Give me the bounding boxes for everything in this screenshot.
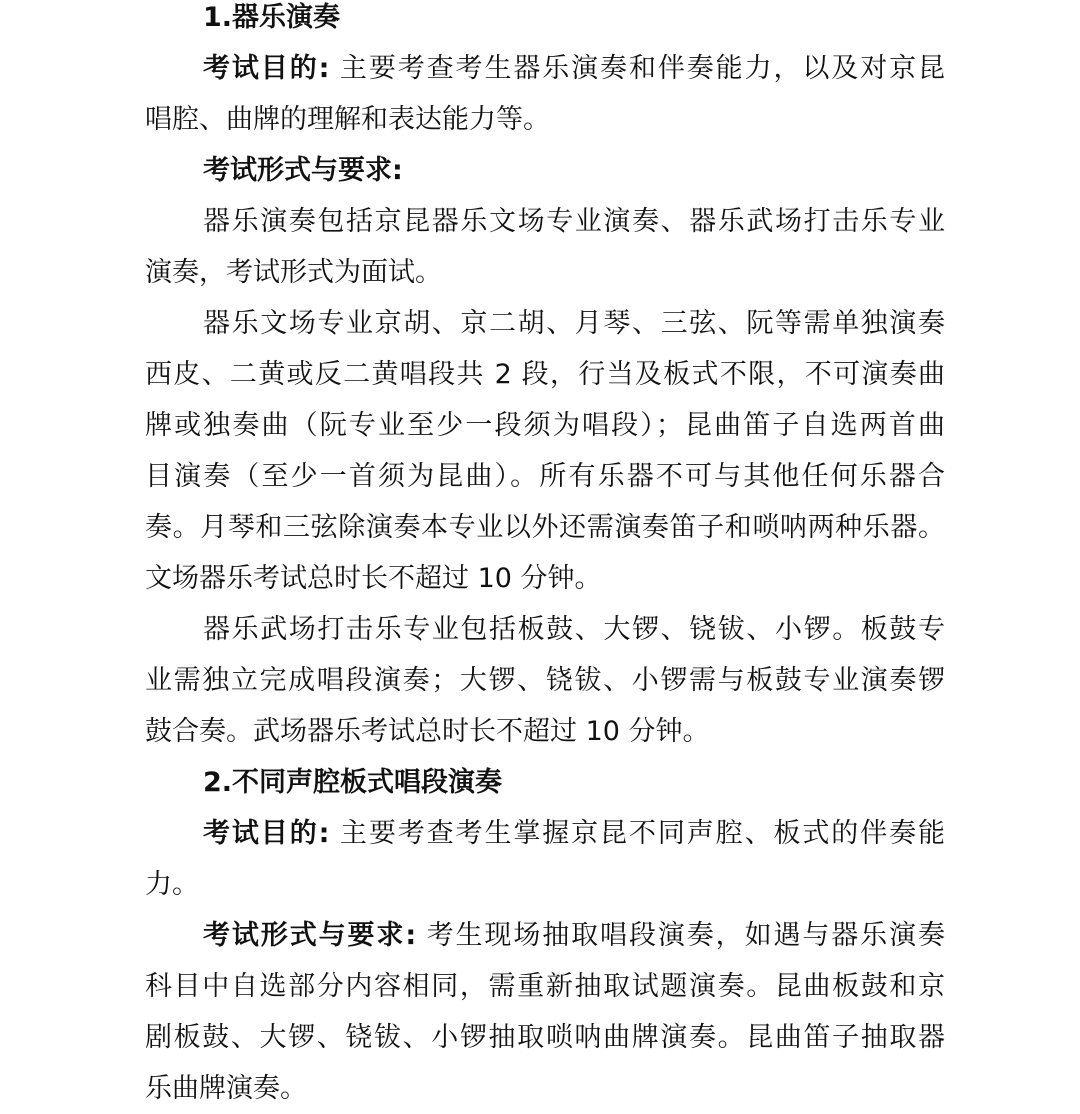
label-bold: 考试目的: (203, 818, 330, 849)
paragraph-line: 器乐武场打击乐专业包括板鼓、大锣、铙钹、小锣。板鼓专 (203, 614, 945, 645)
paragraph-line: 科目中自选部分内容相同，需重新抽取试题演奏。昆曲板鼓和京 (145, 971, 945, 1002)
paragraph-line: 考试目的: 主要考查考生掌握京昆不同声腔、板式的伴奏能 (203, 818, 945, 849)
paragraph-line: 西皮、二黄或反二黄唱段共 2 段，行当及板式不限，不可演奏曲 (145, 359, 945, 390)
paragraph-line: 剧板鼓、大锣、铙钹、小锣抽取唢呐曲牌演奏。昆曲笛子抽取器 (145, 1022, 945, 1053)
paragraph-line: 文场器乐考试总时长不超过 10 分钟。 (145, 563, 602, 594)
label-bold: 考试形式与要求: (203, 155, 403, 186)
paragraph-line: 器乐文场专业京胡、京二胡、月琴、三弦、阮等需单独演奏 (203, 308, 945, 339)
section-heading: 1.器乐演奏 (203, 2, 341, 33)
section-heading: 2.不同声腔板式唱段演奏 (203, 767, 503, 798)
paragraph-line: 唱腔、曲牌的理解和表达能力等。 (145, 104, 550, 135)
paragraph-line: 业需独立完成唱段演奏；大锣、铙钹、小锣需与板鼓专业演奏锣 (145, 665, 945, 696)
paragraph-line: 考试形式与要求: 考生现场抽取唱段演奏，如遇与器乐演奏 (203, 920, 945, 951)
paragraph-line: 力。 (145, 869, 199, 900)
paragraph-line: 乐曲牌演奏。 (145, 1073, 307, 1104)
paragraph-line: 鼓合奏。武场器乐考试总时长不超过 10 分钟。 (145, 716, 710, 747)
label-bold: 考试目的: (203, 53, 330, 84)
paragraph-line: 演奏，考试形式为面试。 (145, 257, 442, 288)
paragraph-line (145, 145, 945, 196)
document-body (145, 0, 945, 1114)
paragraph-line: 奏。月琴和三弦除演奏本专业以外还需演奏笛子和唢呐两种乐器。 (145, 512, 945, 543)
paragraph-line: 目演奏（至少一首须为昆曲）。所有乐器不可与其他任何乐器合 (145, 461, 945, 492)
paragraph-line: 器乐演奏包括京昆器乐文场专业演奏、器乐武场打击乐专业 (203, 206, 945, 237)
paragraph-line: 考试目的: 主要考查考生器乐演奏和伴奏能力，以及对京昆 (203, 53, 945, 84)
paragraph-line: 牌或独奏曲（阮专业至少一段须为唱段）；昆曲笛子自选两首曲 (145, 410, 945, 441)
label-bold: 考试形式与要求: (203, 920, 417, 951)
